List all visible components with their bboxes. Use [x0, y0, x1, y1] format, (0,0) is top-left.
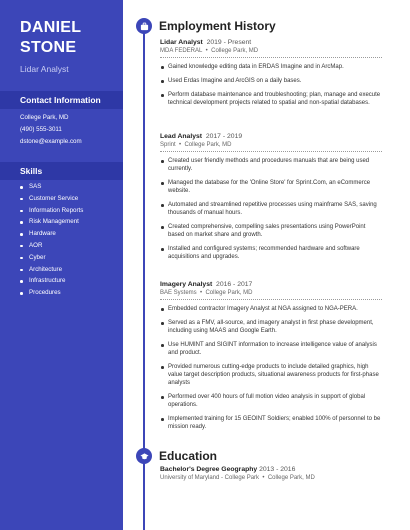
job-meta: MDA FEDERAL • College Park, MD [160, 48, 259, 54]
job-title: Lead Analyst [160, 133, 203, 140]
skill-item: Risk Management [20, 216, 83, 228]
job-header [160, 281, 382, 288]
job-header [160, 133, 382, 140]
skill-item: Architecture [20, 264, 83, 276]
job-company: MDA FEDERAL [160, 48, 203, 54]
job-bullet: Automated and streamlined repetitive processes using mainframe SAS, saving thousands of manual hours. [160, 201, 382, 217]
job-years: 2016 - 2017 [216, 281, 253, 288]
contact-email[interactable]: dstone@example.com [20, 138, 82, 145]
job-entry [160, 39, 382, 113]
employment-heading: Employment History [159, 19, 276, 33]
job-bullets [160, 157, 382, 261]
skill-item: Infrastructure [20, 275, 83, 287]
degree-title: Bachelor's Degree Geography [160, 466, 258, 473]
job-role: Lidar Analyst [20, 64, 69, 74]
job-bullet: Perform database maintenance and troubleshooting; plan, manage and execute technical development projects related to spatial and non-spatial databases. [160, 91, 382, 107]
education-heading: Education [159, 449, 218, 463]
job-bullet: Embedded contractor Imagery Analyst at NGA assigned to NGA-PERA. [160, 305, 382, 313]
job-bullet: Use HUMINT and SIGINT information to increase intelligence value of analysis and product. [160, 341, 382, 357]
job-meta: BAE Systems • College Park, MD [160, 290, 253, 296]
job-location: College Park, MD [211, 48, 259, 54]
skill-item: Information Reports [20, 205, 83, 217]
skill-item: SAS [20, 181, 83, 193]
contact-location: College Park, MD [20, 114, 69, 121]
job-bullets [160, 63, 382, 107]
job-company: Sprint [160, 142, 176, 148]
full-name [20, 18, 81, 58]
education-entry [160, 466, 382, 481]
skill-item: AOR [20, 240, 83, 252]
job-location: College Park, MD [184, 142, 232, 148]
job-bullet: Installed and configured systems; recommended hardware and software acquisitions and upgrades. [160, 245, 382, 261]
job-bullet: Created comprehensive, compelling sales presentations using PowerPoint based on market share and growth. [160, 223, 382, 239]
job-entry [160, 133, 382, 267]
skills-list [20, 181, 83, 299]
job-divider [160, 299, 382, 300]
job-divider [160, 151, 382, 152]
first-name: DANIEL [20, 19, 82, 36]
job-header [160, 39, 382, 46]
graduation-cap-icon [136, 448, 152, 464]
job-bullet: Implemented training for 15 GEOINT Soldiers; enabled 100% of personnel to be mission ready. [160, 415, 382, 431]
contact-phone: (490) 555-3011 [20, 126, 62, 133]
education-meta: University of Maryland - College Park • College Park, MD [160, 475, 315, 481]
job-title: Lidar Analyst [160, 39, 203, 46]
degree-header [160, 466, 382, 473]
skill-item: Hardware [20, 228, 83, 240]
job-location: College Park, MD [205, 290, 253, 296]
job-bullet: Gained knowledge editing data in ERDAS Imagine and in ArcMap. [160, 63, 382, 71]
job-bullet: Performed over 400 hours of full motion video analysis in support of global operations. [160, 393, 382, 409]
job-title: Imagery Analyst [160, 281, 213, 288]
skill-item: Cyber [20, 252, 83, 264]
job-entry [160, 281, 382, 437]
job-bullet: Used Erdas Imagine and ArcGIS on a daily bases. [160, 77, 382, 85]
skills-heading: Skills [0, 162, 123, 180]
last-name: STONE [20, 39, 77, 56]
contact-heading: Contact Information [0, 91, 123, 109]
job-bullets [160, 305, 382, 431]
job-bullet: Managed the database for the 'Online Store' for Sprint.Com, an eCommerce website. [160, 179, 382, 195]
job-years: 2017 - 2019 [205, 133, 243, 140]
job-bullet: Served as a FMV, all-source, and imagery analyst in first phase development, including using MAAS and Google Earth. [160, 319, 382, 335]
school-location: College Park, MD [267, 475, 315, 481]
job-bullet: Provided numerous cutting-edge products to include detailed graphics, high value target description products, situational awareness products for first-phase analysts [160, 363, 382, 387]
degree-years: 2013 - 2016 [259, 466, 296, 473]
job-divider [160, 57, 382, 58]
school-name: University of Maryland - College Park [160, 475, 260, 481]
skill-item: Customer Service [20, 193, 83, 205]
job-meta: Sprint • College Park, MD [160, 142, 232, 148]
briefcase-icon [136, 18, 152, 34]
sidebar [0, 0, 123, 530]
job-company: BAE Systems [160, 290, 197, 296]
job-years: 2019 - Present [206, 39, 252, 46]
skill-item: Procedures [20, 287, 83, 299]
job-bullet: Created user friendly methods and procedures manuals that are being used currently. [160, 157, 382, 173]
